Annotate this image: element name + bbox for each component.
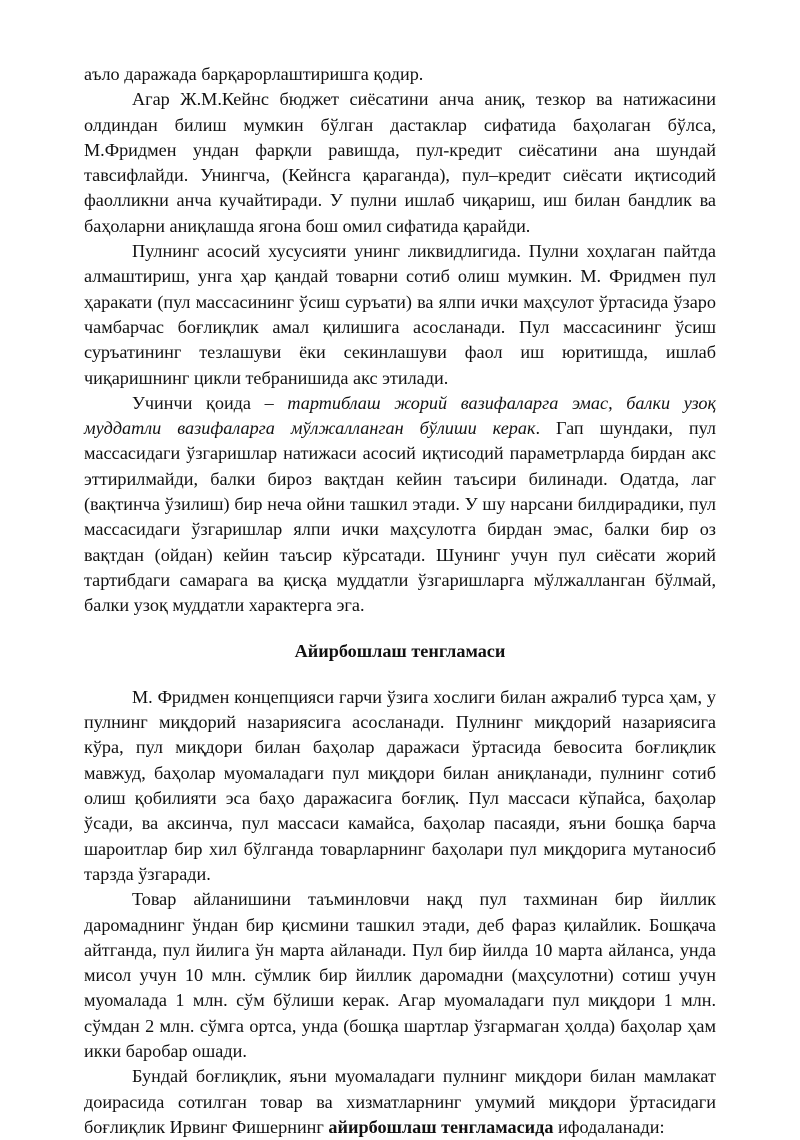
- paragraph-money-circulation: Товар айланишини таъминловчи нақд пул тахминан бир йиллик даромаднинг ўндан бир қисмини ташкил этади, деб фараз қилайлик. Бошқача айтганда, пул йилига ўн марта айланади. Пул бир йилда 10 марта айланса, унда мисол учун 10 млн. сўмлик бир йиллик даромадни (маҳсулотни) сотиш учун муомалада 1 млн. сўм бўлиши керак. Агар муомаладаги пул миқдори 1 млн. сўмдан 2 млн. сўмга ортса, унда (бошқа шартлар ўзгармаган ҳолда) баҳолар ҳам икки баробар ошади.: [84, 889, 716, 1061]
- third-rule-rest: . Гап шундаки, пул массасидаги ўзгаришлар натижаси асосий иқтисодий параметрларда бирдан акс эттирилмайди, балки бироз вақтдан кейин таъсири билинади. Одатда, лаг (вақтинча ўзилиш) бир неча ойни ташкил этади. У шу нарсани билдирадики, пул массасидаги ўзгаришлар ялпи ички маҳсулотга бирдан эмас, балки бир оз вақтдан (ойдан) кейин таъсир кўрсатади. Шунинг учун пул сиёсати жорий тартибдаги самарага ва қисқа муддатли ўзгаришларга мўлжалланган бўлмай, балки узоқ муддатли характерга эга.: [84, 418, 716, 616]
- section-spacer: [84, 664, 716, 685]
- section-heading: Айирбошлаш тенгламаси: [294, 640, 506, 661]
- paragraph-liquidity: Пулнинг асосий хусусияти унинг ликвидлигида. Пулни хоҳлаган пайтда алмаштириш, унга ҳар қандай товарни сотиб олиш мумкин. М. Фридмен пул ҳаракати (пул массасининг ўсиш суръати) ва ялпи ички маҳсулот ўртасида ўзаро чамбарчас боғлиқлик амал қилишига асосланади. Пул массасининг ўсиш суръатининг тезлашуви ёки секинлашуви фаол иш юритишда, ишлаб чиқаришнинг цикли тебранишида акс этилади.: [84, 241, 716, 388]
- fisher-lead: Бундай боғлиқлик, яъни муомаладаги пулнинг миқдори билан мамлакат доирасида сотилган товар ва хизматларнинг умумий миқдори ўртасидаги боғлиқлик Ирвинг Фишернинг: [84, 1066, 716, 1137]
- paragraph-fisher-equation: [84, 1064, 716, 1140]
- paragraph-keynes-friedman: Агар Ж.М.Кейнс бюджет сиёсатини анча аниқ, тезкор ва натижасини олдиндан билиш мумкин бўлган дастаклар сифатида баҳолаган бўлса, М.Фридмен ундан фарқли равишда, пул-кредит сиёсатини ана шундай тавсифлайди. Унингча, (Кейнсга қараганда), пул–кредит сиёсати иқтисодий фаолликни анча кучайтиради. У пулни ишлаб чиқариш, иш билан бандлик ва баҳоларни аниқлашда ягона бош омил сифатида қарайди.: [84, 89, 716, 236]
- fisher-bold-term: айирбошлаш тенгламасида: [328, 1116, 554, 1137]
- paragraph-quantity-theory: М. Фридмен концепцияси гарчи ўзига хослиги билан ажралиб турса ҳам, у пулнинг миқдорий назариясига асосланади. Пулнинг миқдорий назариясига кўра, пул миқдори билан баҳолар даражаси ўртасида бевосита боғлиқлик мавжуд, баҳолар муомаладаги пул миқдори билан аниқланади, пулнинг сотиб олиш қобилияти эса баҳо даражасига боғлиқ. Пул массаси кўпайса, баҳолар ўсади, ва аксинча, пул массаси камайса, баҳолар пасаяди, яъни бошқа барча шароитлар бир хил бўлганда товарларнинг баҳолари пул миқдорига мутаносиб тарзда ўзгаради.: [84, 686, 716, 884]
- third-rule-lead: Учинчи қоида –: [132, 392, 288, 413]
- paragraph-continuation: аъло даражада барқарорлаштиришга қодир.: [84, 64, 424, 84]
- third-rule-italic: тартиблаш жорий вазифаларга эмас, балки узоқ муддатли вазифаларга мўлжалланган бўлиши керак: [84, 392, 716, 439]
- paragraph-third-rule: [84, 391, 716, 619]
- document-page: [84, 62, 716, 1140]
- fisher-rest: ифодаланади:: [553, 1116, 665, 1137]
